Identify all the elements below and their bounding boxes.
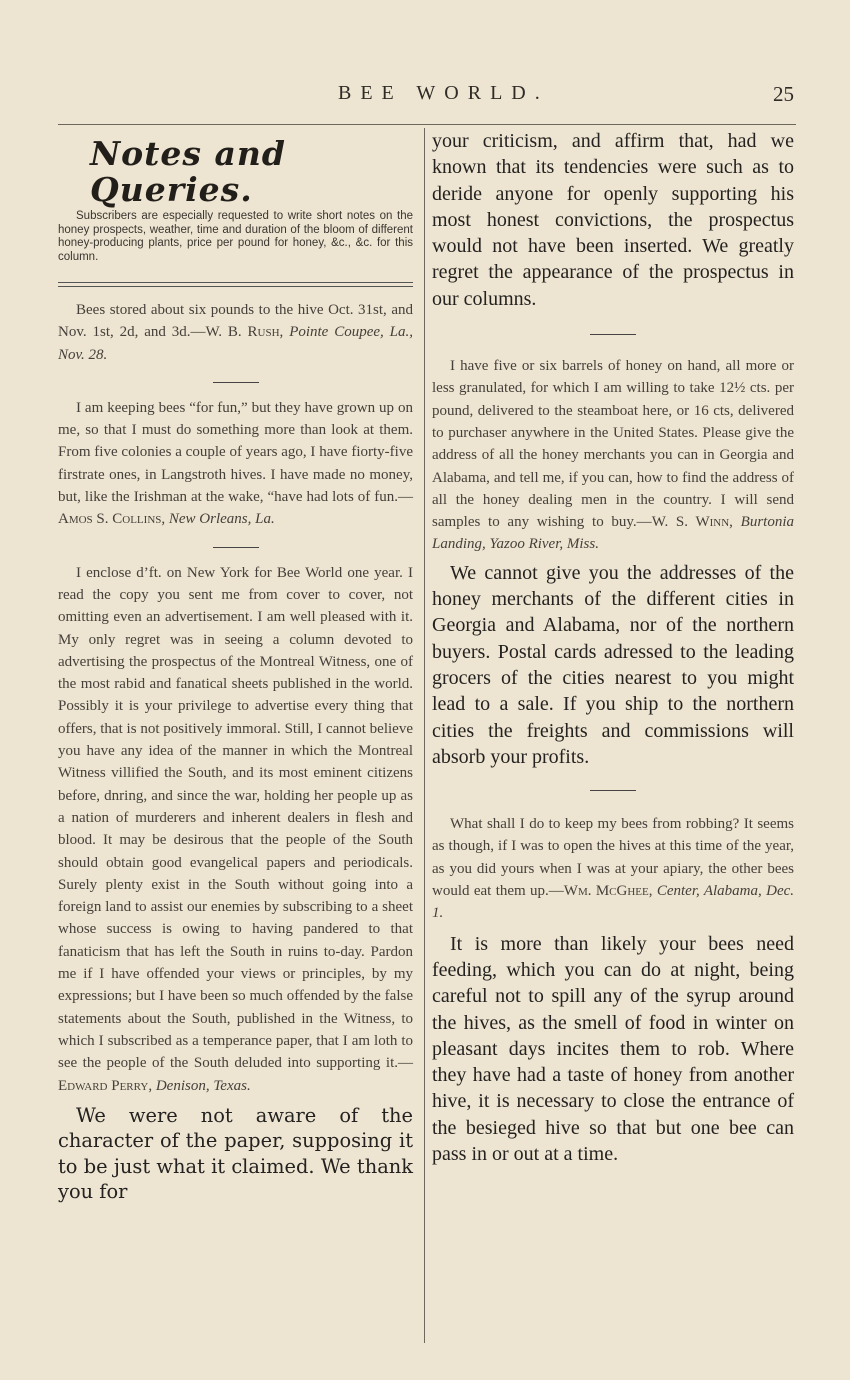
entry-perry-place: Denison, Texas.: [155, 1077, 251, 1094]
entry-winn-signature: W. S. Winn,: [651, 514, 733, 531]
page-header: [0, 82, 850, 112]
entry-perry: [58, 562, 413, 1097]
page-number: 25: [773, 82, 794, 106]
divider-rule: [590, 334, 636, 335]
entry-rush-text: Bees stored about six pounds to the hive Oct. 31st, and Nov. 1st, 2d, and 3d.—: [58, 302, 413, 341]
section-title: Notes and Queries.: [90, 134, 286, 209]
entry-winn: [432, 355, 794, 556]
entry-mcgehee-place: Center, Alabama, Dec. 1.: [432, 883, 795, 922]
running-title: BEE WORLD.: [338, 82, 549, 104]
entry-rush-signature: W. B. Rush,: [205, 324, 284, 341]
entry-winn-place: Burtonia Landing, Yazoo River, Miss.: [432, 514, 794, 553]
divider-rule: [213, 547, 259, 548]
editor-reply-perry-start: We were not aware of the character of the paper, supposing it to be just what it claimed. We thank you for: [58, 1103, 413, 1204]
editor-reply-winn: We cannot give you the addresses of the honey merchants of the different cities in Georgia and Alabama, nor of the northern buyers. Postal cards adressed to the leading grocers of the cities nearest to you might lead to a sale. If you ship to the northern cities the freights and commissions will absorb your profits.: [432, 561, 794, 768]
entry-rush: [58, 299, 413, 366]
entry-rush-place: Pointe Coupee, La., Nov. 28.: [58, 324, 413, 363]
entry-collins-text: I am keeping bees “for fun,” but they have grown up on me, so that I must do something more than look at them. From five colonies a couple of years ago, I have fiorty-five firstrate ones, in Langstroth hives. I have made no money, but, like the Irishman at the wake, “have had lots of fun.—: [58, 399, 413, 506]
section-intro: Subscribers are especially requested to write short notes on the honey prospects, weather, time and duration of the bloom of different honey-producing plants, price per pound for honey, &c., &c. for this column.: [58, 210, 413, 263]
editor-reply-mcgehee: It is more than likely your bees need feeding, which you can do at night, being careful not to spill any of the syrup around the hives, as the smell of food in winter on pleasant days incites them to rob. Where they have had a taste of honey from another hive, it is necessary to close the entrance of the besieged hive so that but one bee can pass in or out at a time.: [432, 932, 794, 1165]
left-column: [58, 128, 413, 1205]
right-column: [432, 128, 794, 1167]
divider-rule: [213, 382, 259, 383]
entry-perry-signature: Edward Perry,: [58, 1077, 153, 1094]
header-rule: [58, 124, 796, 125]
editor-reply-perry-end: your criticism, and affirm that, had we known that its tendencies were such as to deride anyone for openly supporting his most honest convictions, the prospectus would not have been inserted. We greatly regret the appearance of the prospectus in our columns.: [432, 130, 794, 310]
entry-winn-text: I have five or six barrels of honey on hand, all more or less granulated, for which I am willing to take 12½ cts. per pound, delivered to the steamboat here, or 16 cts, delivered to purchaser anywhere in the United States. Please give the address of all the honey merchants you can in Georgia and Alabama, and tell me, if you can, how to find the address of all the honey dealing men in the country. I will send samples to any wishing to buy.—: [432, 358, 794, 531]
intro-rule: [58, 282, 413, 287]
divider-rule: [590, 790, 636, 791]
entry-collins-signature: Amos S. Collins,: [58, 511, 166, 528]
entry-mcgehee-signature: Wm. McGhee,: [563, 883, 653, 900]
entry-mcgehee: [432, 813, 794, 924]
entry-collins: [58, 397, 413, 531]
column-divider: [424, 128, 425, 1343]
entry-perry-text: I enclose d’ft. on New York for Bee World one year. I read the copy you sent me from cover to cover, not omitting even an advertisement. I am well pleased with it. My only regret was in seeing a column devoted to advertising the prospectus of the Montreal Witness, one of the most rabid and fanatical sheets published in the world. Possibly it is your privilege to advertise every thing that offers, that is not positively immoral. Still, I cannot believe you have any idea of the manner in which the Montreal Witness villified the South, and its most eminent citizens before, dnring, and since the war, holding her people up as a nation of murderers and inherent dealers in flesh and blood. It may be desirous that the people of the South should obtain good evangelical papers and periodicals. Surely plenty exist in the South without going into a foreign land to assist our enemies by subscribing to a sheet whose success is owing to having pandered to that fanaticism that has left the South in ruins to-day. Pardon me if I have offended your views or principles, by my expressions; but I have been so much offended by the false statements about the South, published in the Witness, to which I subscribed as a temperance paper, that I am loth to see the people of the South deluded into supporting it.—: [58, 564, 413, 1072]
entry-collins-place: New Orleans, La.: [168, 511, 275, 528]
entry-mcgehee-text: What shall I do to keep my bees from robbing? It seems as though, if I was to open the hives at this time of the year, as you did yours when I was at your apiary, the other bees would eat them up.—: [432, 816, 794, 900]
